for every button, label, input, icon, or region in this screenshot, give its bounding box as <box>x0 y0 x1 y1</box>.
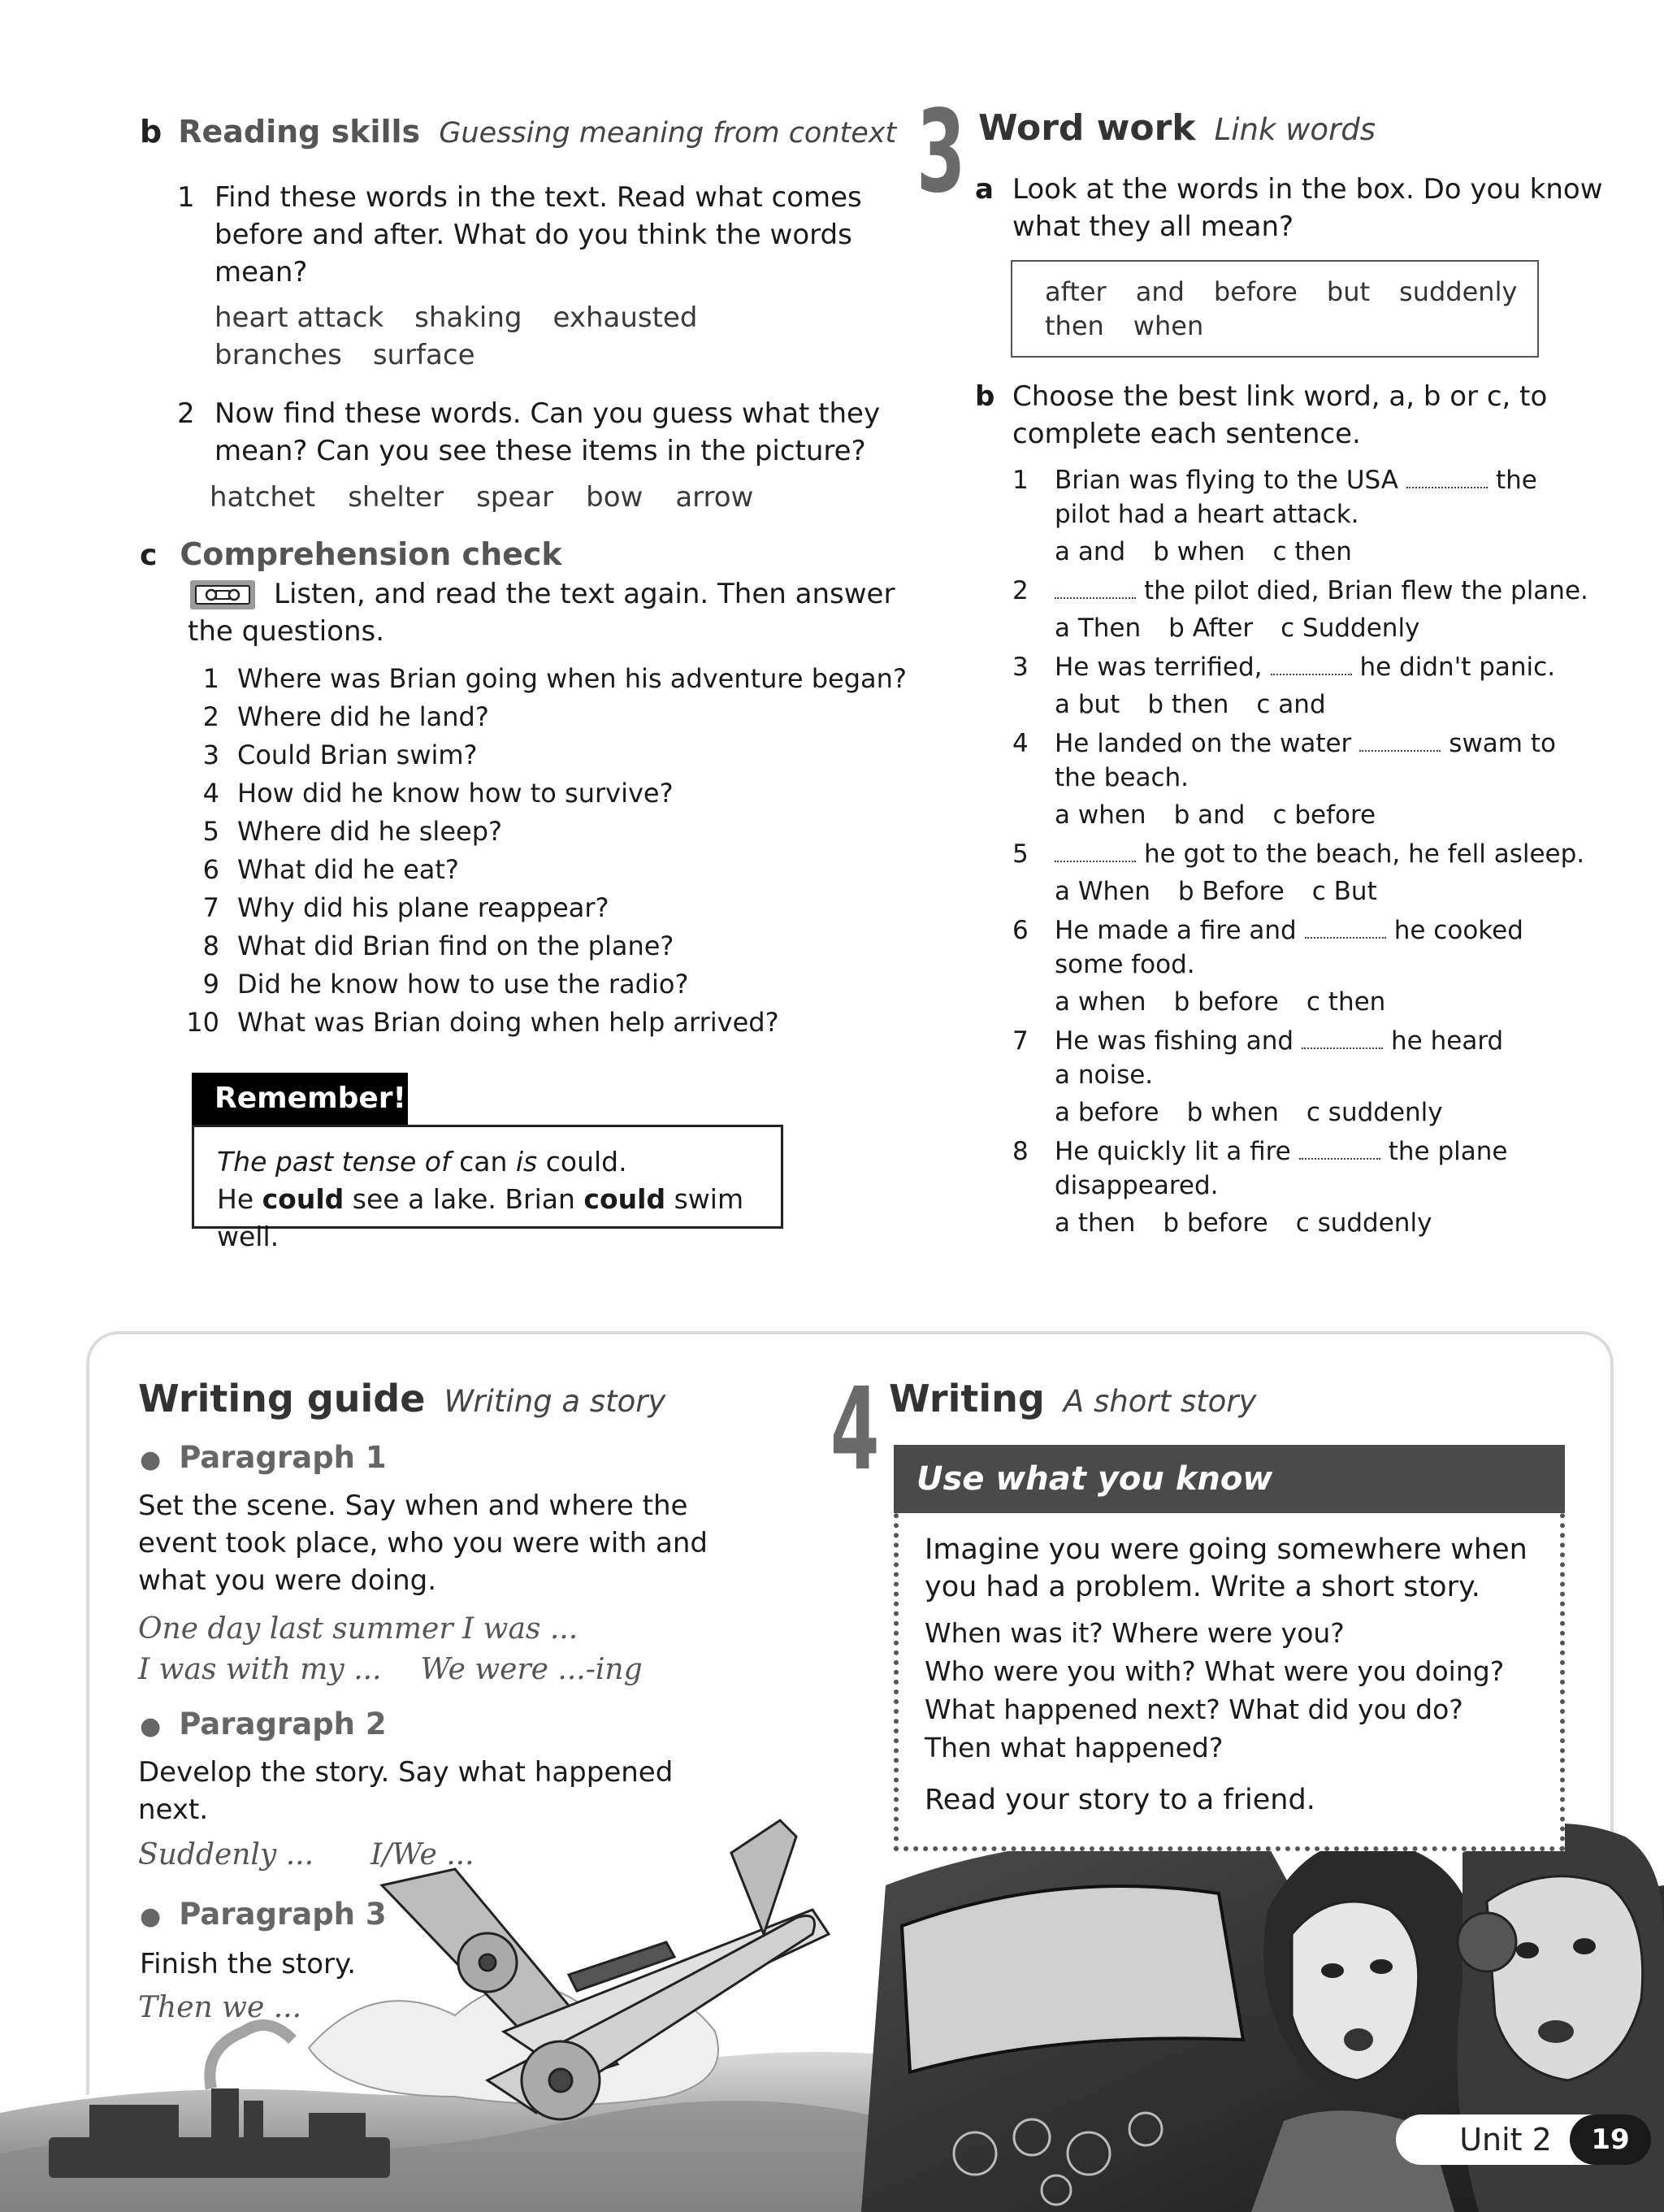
option[interactable]: c then <box>1272 537 1352 566</box>
task-text-line: complete each sentence. <box>1012 418 1361 450</box>
unit-tab: Unit 2 <box>1396 2114 1615 2165</box>
remember-box <box>192 1125 783 1252</box>
box-word: before <box>1213 276 1298 307</box>
bullet-icon: ● <box>140 1446 162 1474</box>
option[interactable]: b before <box>1163 1208 1268 1238</box>
section-number-4: 4 <box>830 1364 880 1496</box>
section-subtitle: Guessing meaning from context <box>439 117 897 150</box>
section-number-3: 3 <box>916 86 966 219</box>
word: shelter <box>348 481 444 514</box>
answer-blank[interactable] <box>1299 1137 1380 1160</box>
box-word: after <box>1045 276 1107 307</box>
answer-blank[interactable] <box>1359 729 1441 752</box>
writing-guide-heading <box>138 1377 665 1420</box>
list-item: 4 How did he know how to survive? <box>202 778 674 809</box>
task-text-line: Now find these words. Can you guess what they <box>214 397 881 430</box>
section-subtitle: A short story <box>1063 1384 1257 1419</box>
instruction-line: the questions. <box>188 615 385 648</box>
option[interactable]: b Before <box>1177 877 1285 906</box>
section-title: Writing <box>889 1377 1045 1420</box>
word: bow <box>586 481 644 514</box>
reading-skills-heading <box>140 114 896 150</box>
paragraph-3-text: Finish the story. <box>140 1948 357 1980</box>
option[interactable]: a then <box>1055 1208 1136 1238</box>
remember-label: Remember! <box>192 1073 408 1125</box>
bullet-icon: ● <box>140 1902 162 1931</box>
option[interactable]: b then <box>1147 690 1229 719</box>
word: exhausted <box>552 301 698 334</box>
option[interactable]: c and <box>1256 690 1326 719</box>
box-word: and <box>1135 276 1185 307</box>
use-what-you-know-content: Imagine you were going somewhere when you had a problem. Write a short story. When was it? Where were you? Who were you with? What were you doing? What happened next? What did you do? Then what happened? Read your story to a friend. <box>925 1533 1528 1816</box>
list-item: 6 What did he eat? <box>202 854 459 885</box>
section-subtitle: Writing a story <box>444 1384 666 1419</box>
word: surface <box>372 339 475 371</box>
option[interactable]: b and <box>1173 800 1246 830</box>
writing-heading <box>889 1377 1256 1420</box>
option[interactable]: a When <box>1055 877 1150 906</box>
option[interactable]: c before <box>1272 800 1376 830</box>
option[interactable]: b After <box>1168 614 1254 643</box>
option[interactable]: a when <box>1055 987 1146 1017</box>
paragraph-2-heading: ● Paragraph 2 <box>140 1707 387 1741</box>
use-what-you-know-title: Use what you know <box>894 1445 1565 1513</box>
task-text-line: mean? <box>214 256 308 288</box>
answer-blank[interactable] <box>1055 839 1136 862</box>
bullet-icon: ● <box>140 1712 162 1741</box>
answer-blank[interactable] <box>1055 576 1136 599</box>
paragraph-3-example: Then we ... <box>138 1991 302 2024</box>
list-item: 3 Could Brian swim? <box>202 740 478 770</box>
list-item: 8 What did Brian find on the plane? <box>202 930 674 961</box>
task-text-line: Choose the best link word, a, b or c, to <box>1012 380 1548 413</box>
option[interactable]: a before <box>1055 1098 1159 1127</box>
box-word: when <box>1133 310 1204 341</box>
option[interactable]: b when <box>1186 1098 1279 1127</box>
list-item: 9 Did he know how to use the radio? <box>202 969 689 1000</box>
option[interactable]: c Suddenly <box>1280 614 1420 643</box>
task-text-line: what they all mean? <box>1012 210 1294 243</box>
answer-blank[interactable] <box>1271 653 1352 675</box>
page-number: 19 <box>1570 2114 1651 2165</box>
option[interactable]: c suddenly <box>1306 1098 1443 1127</box>
list-item: 5 Where did he sleep? <box>202 816 502 847</box>
remember-line-2: He could see a lake. Brian could swim well. <box>217 1183 744 1252</box>
word: shaking <box>414 301 522 334</box>
option[interactable]: c suddenly <box>1295 1208 1432 1238</box>
option[interactable]: a but <box>1055 690 1120 719</box>
section-title: Reading skills <box>178 114 421 150</box>
option[interactable]: a and <box>1055 537 1126 566</box>
box-word: but <box>1326 276 1371 307</box>
section-title: Comprehension check <box>180 536 562 572</box>
task-text-line: Look at the words in the box. Do you know <box>1012 173 1603 206</box>
section-subtitle: Link words <box>1214 112 1376 147</box>
comprehension-instruction <box>188 575 919 650</box>
task-letter: b <box>975 380 995 413</box>
paragraph-1-heading: ● Paragraph 1 <box>140 1440 387 1475</box>
list-item: 10 What was Brian doing when help arrived? <box>186 1007 779 1038</box>
word: arrow <box>675 481 754 514</box>
section-title: Writing guide <box>138 1377 426 1420</box>
question-list <box>184 661 915 1043</box>
answer-blank[interactable] <box>1302 1026 1383 1049</box>
word: branches <box>214 339 342 371</box>
section-letter: c <box>140 539 158 572</box>
comprehension-heading <box>140 536 562 572</box>
paragraph-3-heading: ● Paragraph 3 <box>140 1897 387 1932</box>
task-text-line: before and after. What do you think the words <box>214 219 852 251</box>
option[interactable]: b before <box>1173 987 1279 1017</box>
word: heart attack <box>214 301 384 334</box>
paragraph-1-example: One day last summer I was ... I was with my ... We were ...-ing <box>138 1612 643 1686</box>
word: spear <box>476 481 554 514</box>
option[interactable]: c But <box>1311 877 1377 906</box>
task-number: 2 <box>177 397 195 430</box>
option[interactable]: b when <box>1153 537 1246 566</box>
instruction-line: Listen, and read the text again. Then answer <box>274 578 895 610</box>
option[interactable]: a Then <box>1055 614 1142 643</box>
option[interactable]: c then <box>1306 987 1386 1017</box>
word-box <box>1011 260 1539 358</box>
paragraph-2-example: Suddenly ... I/We ... <box>138 1838 474 1872</box>
box-word: suddenly <box>1399 276 1518 307</box>
answer-blank[interactable] <box>1406 466 1488 488</box>
list-item: 7 Why did his plane reappear? <box>202 892 609 923</box>
list-item: 1 Where was Brian going when his adventure began? <box>202 663 907 694</box>
remember-line-1: The past tense of can is could. <box>217 1146 627 1178</box>
box-word: then <box>1045 310 1104 341</box>
task-text-line: Find these words in the text. Read what comes <box>214 181 862 214</box>
word-list <box>210 479 753 516</box>
paragraph-2-text: Develop the story. Say what happened next. <box>138 1756 674 1826</box>
list-item: 2 Where did he land? <box>202 701 489 732</box>
task-number: 1 <box>177 181 195 214</box>
task-letter: a <box>975 173 994 206</box>
section-title: Word work <box>978 107 1196 149</box>
answer-blank[interactable] <box>1305 916 1386 939</box>
paragraph-1-text: Set the scene. Say when and where the event took place, who you were with and what you were doing. <box>138 1490 708 1597</box>
word-list <box>214 299 697 374</box>
word-work-heading <box>978 107 1376 149</box>
option[interactable]: a when <box>1055 800 1146 830</box>
task-text-line: mean? Can you see these items in the picture? <box>214 435 866 467</box>
section-letter: b <box>140 114 162 150</box>
word: hatchet <box>210 481 316 514</box>
